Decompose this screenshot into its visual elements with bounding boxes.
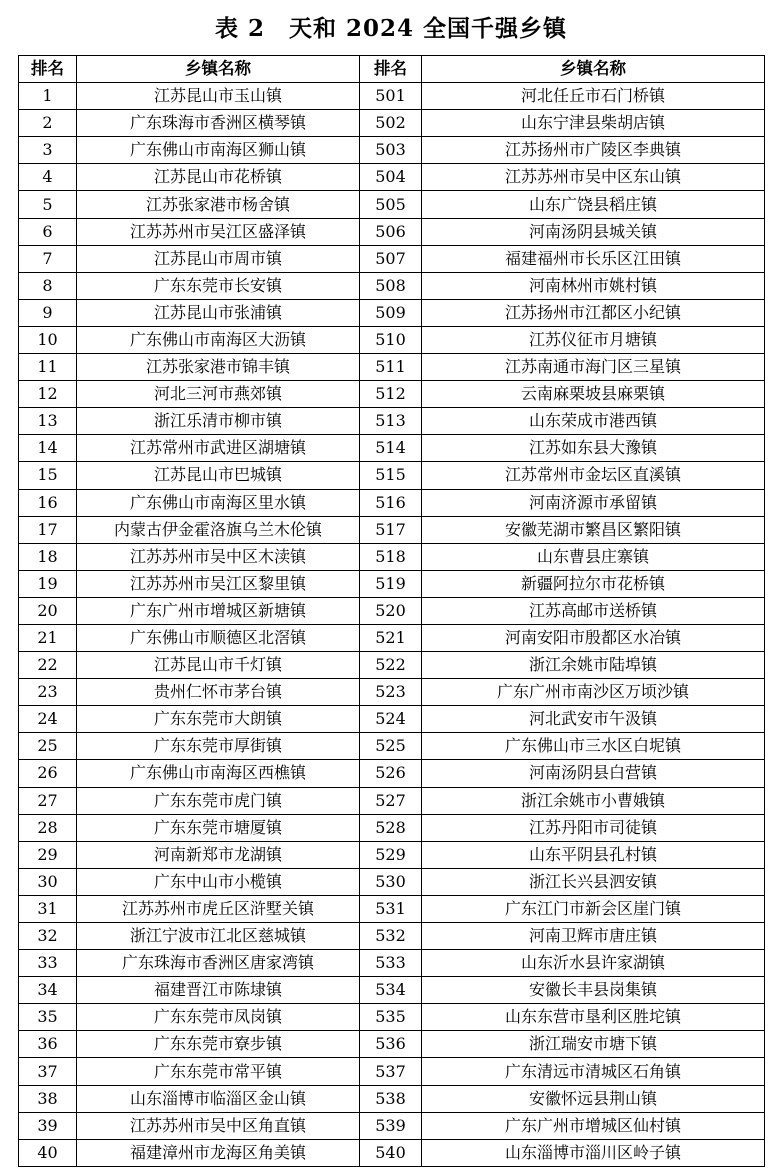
table-row (19, 950, 765, 977)
table-row (19, 191, 765, 218)
rank-cell: 520 (360, 597, 422, 624)
rank-cell: 512 (360, 381, 422, 408)
township-name-cell: 安徽长丰县岗集镇 (422, 977, 765, 1004)
township-name-cell: 广东佛山市顺德区北滘镇 (77, 624, 360, 651)
township-name-cell: 广东广州市增城区新塘镇 (77, 597, 360, 624)
rank-cell: 16 (19, 489, 77, 516)
rank-cell: 532 (360, 923, 422, 950)
township-name-cell: 江苏苏州市吴中区木渎镇 (77, 543, 360, 570)
rank-cell: 503 (360, 137, 422, 164)
township-name-cell: 广东珠海市香洲区横琴镇 (77, 110, 360, 137)
rank-cell: 538 (360, 1085, 422, 1112)
table-row (19, 706, 765, 733)
rank-cell: 12 (19, 381, 77, 408)
rank-cell: 527 (360, 787, 422, 814)
township-name-cell: 江苏南通市海门区三星镇 (422, 354, 765, 381)
township-name-cell: 江苏扬州市广陵区李典镇 (422, 137, 765, 164)
rank-cell: 525 (360, 733, 422, 760)
rank-cell: 504 (360, 164, 422, 191)
rank-cell: 10 (19, 326, 77, 353)
township-name-cell: 河南卫辉市唐庄镇 (422, 923, 765, 950)
township-name-cell: 河南林州市姚村镇 (422, 272, 765, 299)
township-name-cell: 贵州仁怀市茅台镇 (77, 679, 360, 706)
table-row (19, 624, 765, 651)
rank-cell: 29 (19, 841, 77, 868)
rank-cell: 522 (360, 652, 422, 679)
rank-cell: 3 (19, 137, 77, 164)
township-name-cell: 江苏常州市金坛区直溪镇 (422, 462, 765, 489)
table-row (19, 326, 765, 353)
township-name-cell: 广东珠海市香洲区唐家湾镇 (77, 950, 360, 977)
township-name-cell: 江苏昆山市玉山镇 (77, 83, 360, 110)
township-name-cell: 广东中山市小榄镇 (77, 868, 360, 895)
rank-cell: 6 (19, 218, 77, 245)
rank-cell: 22 (19, 652, 77, 679)
rank-cell: 40 (19, 1139, 77, 1166)
rank-cell: 37 (19, 1058, 77, 1085)
township-name-cell: 江苏如东县大豫镇 (422, 435, 765, 462)
township-name-cell: 广东东莞市长安镇 (77, 272, 360, 299)
rank-cell: 521 (360, 624, 422, 651)
rank-cell: 32 (19, 923, 77, 950)
rank-cell: 20 (19, 597, 77, 624)
rank-cell: 516 (360, 489, 422, 516)
table-row (19, 977, 765, 1004)
township-name-cell: 江苏昆山市周市镇 (77, 245, 360, 272)
rank-cell: 31 (19, 895, 77, 922)
table-row (19, 760, 765, 787)
table-row (19, 164, 765, 191)
table-row (19, 272, 765, 299)
township-name-cell: 浙江瑞安市塘下镇 (422, 1031, 765, 1058)
table-row (19, 245, 765, 272)
township-name-cell: 山东曹县庄寨镇 (422, 543, 765, 570)
township-name-cell: 江苏扬州市江都区小纪镇 (422, 299, 765, 326)
township-name-cell: 河南汤阴县城关镇 (422, 218, 765, 245)
table-row (19, 110, 765, 137)
township-name-cell: 江苏高邮市送桥镇 (422, 597, 765, 624)
rank-cell: 21 (19, 624, 77, 651)
rank-cell: 514 (360, 435, 422, 462)
township-name-cell: 山东广饶县稻庄镇 (422, 191, 765, 218)
rank-cell: 4 (19, 164, 77, 191)
township-name-column-header: 乡镇名称 (77, 56, 360, 83)
township-name-cell: 广东东莞市塘厦镇 (77, 814, 360, 841)
township-name-cell: 广东江门市新会区崖门镇 (422, 895, 765, 922)
township-name-cell: 广东清远市清城区石角镇 (422, 1058, 765, 1085)
table-row (19, 923, 765, 950)
table-row (19, 814, 765, 841)
township-name-cell: 江苏苏州市吴江区黎里镇 (77, 570, 360, 597)
township-name-cell: 江苏仪征市月塘镇 (422, 326, 765, 353)
rank-cell: 28 (19, 814, 77, 841)
table-row (19, 679, 765, 706)
table-row (19, 543, 765, 570)
township-name-cell: 山东平阴县孔村镇 (422, 841, 765, 868)
township-name-cell: 江苏常州市武进区湖塘镇 (77, 435, 360, 462)
rank-cell: 517 (360, 516, 422, 543)
rank-cell: 2 (19, 110, 77, 137)
township-name-cell: 江苏昆山市千灯镇 (77, 652, 360, 679)
table-row (19, 570, 765, 597)
township-name-cell: 江苏苏州市吴中区东山镇 (422, 164, 765, 191)
township-name-cell: 云南麻栗坡县麻栗镇 (422, 381, 765, 408)
township-name-cell: 山东荣成市港西镇 (422, 408, 765, 435)
table-row (19, 137, 765, 164)
table-row (19, 489, 765, 516)
township-name-cell: 浙江乐清市柳市镇 (77, 408, 360, 435)
township-name-cell: 江苏昆山市张浦镇 (77, 299, 360, 326)
rank-cell: 524 (360, 706, 422, 733)
rank-column-header: 排名 (19, 56, 77, 83)
township-name-cell: 广东佛山市南海区狮山镇 (77, 137, 360, 164)
township-name-cell: 浙江宁波市江北区慈城镇 (77, 923, 360, 950)
township-name-cell: 江苏丹阳市司徒镇 (422, 814, 765, 841)
township-name-cell: 浙江余姚市小曹娥镇 (422, 787, 765, 814)
table-row (19, 83, 765, 110)
table-row (19, 299, 765, 326)
rank-cell: 530 (360, 868, 422, 895)
rank-cell: 513 (360, 408, 422, 435)
rank-cell: 535 (360, 1004, 422, 1031)
page-title: 表 2 天和 2024 全国千强乡镇 (214, 15, 568, 42)
rank-cell: 8 (19, 272, 77, 299)
rank-cell: 509 (360, 299, 422, 326)
rank-cell: 9 (19, 299, 77, 326)
township-name-cell: 广东东莞市凤岗镇 (77, 1004, 360, 1031)
township-name-cell: 福建漳州市龙海区角美镇 (77, 1139, 360, 1166)
township-name-cell: 安徽怀远县荆山镇 (422, 1085, 765, 1112)
township-name-cell: 广东东莞市寮步镇 (77, 1031, 360, 1058)
rank-cell: 23 (19, 679, 77, 706)
rank-column-header: 排名 (360, 56, 422, 83)
rank-cell: 7 (19, 245, 77, 272)
table-row (19, 597, 765, 624)
rank-cell: 18 (19, 543, 77, 570)
rank-cell: 35 (19, 1004, 77, 1031)
township-name-cell: 江苏张家港市杨舍镇 (77, 191, 360, 218)
table-row (19, 354, 765, 381)
rank-cell: 33 (19, 950, 77, 977)
township-name-cell: 广东佛山市南海区西樵镇 (77, 760, 360, 787)
township-name-cell: 山东东营市垦利区胜坨镇 (422, 1004, 765, 1031)
township-name-cell: 河北任丘市石门桥镇 (422, 83, 765, 110)
township-name-cell: 河北武安市午汲镇 (422, 706, 765, 733)
township-name-cell: 浙江余姚市陆埠镇 (422, 652, 765, 679)
rank-cell: 15 (19, 462, 77, 489)
rank-cell: 510 (360, 326, 422, 353)
rank-cell: 17 (19, 516, 77, 543)
township-name-cell: 广东东莞市厚街镇 (77, 733, 360, 760)
table-row (19, 733, 765, 760)
rank-cell: 36 (19, 1031, 77, 1058)
table-row (19, 652, 765, 679)
table-row (19, 381, 765, 408)
rank-cell: 505 (360, 191, 422, 218)
township-ranking-table (18, 55, 765, 1167)
table-row (19, 435, 765, 462)
rank-cell: 506 (360, 218, 422, 245)
table-row (19, 1112, 765, 1139)
table-row (19, 1004, 765, 1031)
table-row (19, 1058, 765, 1085)
table-row (19, 218, 765, 245)
township-name-cell: 河南新郑市龙湖镇 (77, 841, 360, 868)
township-name-cell: 浙江长兴县泗安镇 (422, 868, 765, 895)
table-row (19, 787, 765, 814)
rank-cell: 38 (19, 1085, 77, 1112)
rank-cell: 14 (19, 435, 77, 462)
township-name-cell: 河南安阳市殷都区水冶镇 (422, 624, 765, 651)
township-name-cell: 江苏张家港市锦丰镇 (77, 354, 360, 381)
table-row (19, 868, 765, 895)
table-row (19, 841, 765, 868)
table-row (19, 462, 765, 489)
township-name-cell: 内蒙古伊金霍洛旗乌兰木伦镇 (77, 516, 360, 543)
township-name-cell: 山东宁津县柴胡店镇 (422, 110, 765, 137)
rank-cell: 528 (360, 814, 422, 841)
township-name-cell: 山东淄博市淄川区岭子镇 (422, 1139, 765, 1166)
table-row (19, 1085, 765, 1112)
table-row (19, 895, 765, 922)
rank-cell: 518 (360, 543, 422, 570)
township-name-cell: 福建福州市长乐区江田镇 (422, 245, 765, 272)
rank-cell: 26 (19, 760, 77, 787)
rank-cell: 526 (360, 760, 422, 787)
rank-cell: 511 (360, 354, 422, 381)
township-name-cell: 福建晋江市陈埭镇 (77, 977, 360, 1004)
rank-cell: 19 (19, 570, 77, 597)
rank-cell: 533 (360, 950, 422, 977)
township-name-cell: 江苏苏州市吴中区角直镇 (77, 1112, 360, 1139)
rank-cell: 537 (360, 1058, 422, 1085)
table-row (19, 408, 765, 435)
township-name-cell: 河北三河市燕郊镇 (77, 381, 360, 408)
township-name-cell: 广东东莞市虎门镇 (77, 787, 360, 814)
table-header-row (19, 56, 765, 83)
township-name-cell: 江苏苏州市虎丘区浒墅关镇 (77, 895, 360, 922)
rank-cell: 25 (19, 733, 77, 760)
rank-cell: 24 (19, 706, 77, 733)
rank-cell: 519 (360, 570, 422, 597)
rank-cell: 1 (19, 83, 77, 110)
rank-cell: 13 (19, 408, 77, 435)
rank-cell: 508 (360, 272, 422, 299)
rank-cell: 11 (19, 354, 77, 381)
township-name-cell: 新疆阿拉尔市花桥镇 (422, 570, 765, 597)
township-name-cell: 广东广州市增城区仙村镇 (422, 1112, 765, 1139)
rank-cell: 536 (360, 1031, 422, 1058)
township-name-cell: 江苏昆山市巴城镇 (77, 462, 360, 489)
township-name-cell: 江苏苏州市吴江区盛泽镇 (77, 218, 360, 245)
rank-cell: 534 (360, 977, 422, 1004)
rank-cell: 531 (360, 895, 422, 922)
rank-cell: 34 (19, 977, 77, 1004)
rank-cell: 539 (360, 1112, 422, 1139)
township-name-cell: 广东佛山市南海区大沥镇 (77, 326, 360, 353)
township-name-cell: 广东佛山市南海区里水镇 (77, 489, 360, 516)
rank-cell: 27 (19, 787, 77, 814)
township-name-cell: 江苏昆山市花桥镇 (77, 164, 360, 191)
township-name-cell: 广东东莞市大朗镇 (77, 706, 360, 733)
rank-cell: 501 (360, 83, 422, 110)
rank-cell: 529 (360, 841, 422, 868)
rank-cell: 515 (360, 462, 422, 489)
rank-cell: 39 (19, 1112, 77, 1139)
township-name-cell: 广东广州市南沙区万顷沙镇 (422, 679, 765, 706)
township-name-cell: 广东东莞市常平镇 (77, 1058, 360, 1085)
rank-cell: 5 (19, 191, 77, 218)
table-row (19, 1031, 765, 1058)
township-name-cell: 河南济源市承留镇 (422, 489, 765, 516)
table-body (19, 83, 765, 1167)
rank-cell: 502 (360, 110, 422, 137)
township-name-cell: 广东佛山市三水区白坭镇 (422, 733, 765, 760)
rank-cell: 540 (360, 1139, 422, 1166)
rank-cell: 523 (360, 679, 422, 706)
township-name-column-header: 乡镇名称 (422, 56, 765, 83)
table-row (19, 516, 765, 543)
table-row (19, 1139, 765, 1166)
rank-cell: 30 (19, 868, 77, 895)
township-name-cell: 河南汤阴县白营镇 (422, 760, 765, 787)
rank-cell: 507 (360, 245, 422, 272)
township-name-cell: 山东淄博市临淄区金山镇 (77, 1085, 360, 1112)
township-name-cell: 安徽芜湖市繁昌区繁阳镇 (422, 516, 765, 543)
township-name-cell: 山东沂水县许家湖镇 (422, 950, 765, 977)
